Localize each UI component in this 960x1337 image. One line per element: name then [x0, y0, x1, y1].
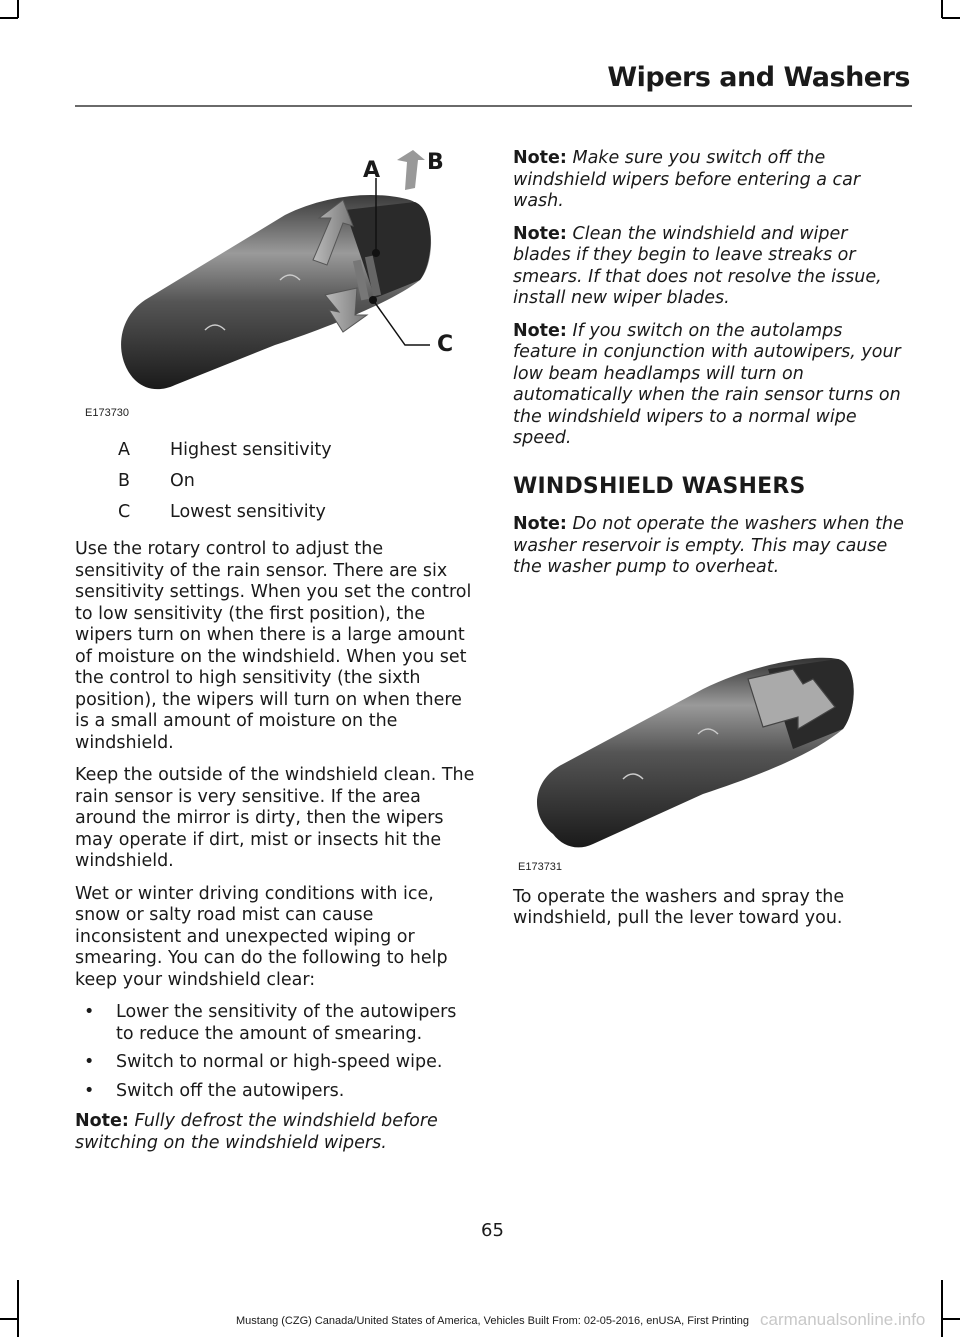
crop-mark-top-left-h [0, 17, 18, 19]
bullet-list [75, 1002, 475, 1102]
list-item [75, 1002, 475, 1045]
bullet-icon: • [84, 1002, 95, 1022]
header-divider [75, 105, 912, 107]
list-item [75, 1052, 475, 1074]
note-text: Do not operate the washers when the washer reservoir is empty. This may cause the washer pump to overheat. [513, 514, 904, 577]
note [513, 321, 909, 450]
note-label: Note: [513, 148, 567, 168]
note [513, 148, 909, 213]
list-item-text: Lower the sensitivity of the autowipers to reduce the amount of smearing. [116, 1002, 457, 1044]
legend-value: On [170, 470, 195, 491]
crop-mark-bottom-left-v [17, 1280, 19, 1337]
list-item-text: Switch off the autowipers. [116, 1080, 345, 1101]
legend-value: Highest sensitivity [170, 439, 332, 460]
note-label: Note: [513, 320, 567, 341]
left-column [75, 120, 475, 1165]
bullet-icon: • [84, 1080, 95, 1101]
body-paragraph: To operate the washers and spray the windshield, pull the lever toward you. [513, 886, 845, 928]
legend-value: Lowest sensitivity [170, 501, 326, 522]
page-footer: Mustang (CZG) Canada/United States of America, Vehicles Built From: 02-05-2016, enUSA, First Printing [236, 1315, 749, 1327]
washer-stalk-illustration [513, 609, 909, 879]
bullet-icon: • [84, 1052, 95, 1072]
wiper-stalk-illustration [75, 120, 475, 420]
note [513, 514, 909, 579]
note-label: Note: [513, 223, 567, 244]
callout-label-c: C [437, 332, 454, 357]
right-column [513, 148, 909, 941]
body-paragraph: Wet or winter driving conditions with ice, snow or salty road mist can cause inconsistent and unexpected wiping or smearing. You can do the following to help keep your windshield clear: [75, 883, 448, 990]
page-number: 65 [481, 1220, 504, 1241]
body-paragraph: Use the rotary control to adjust the sensitivity of the rain sensor. There are six sensitivity settings. When you set the control to low sensitivity (the first position), the wipers turn on when there is a large amount of moisture on the windshield. When you set the control to high sensitivity (the sixth position), the wipers will turn on when there is a small amount of moisture on the windshield. [75, 539, 472, 753]
note-label: Note: [75, 1111, 129, 1131]
crop-mark-top-right-h [942, 17, 960, 19]
list-item [75, 1081, 475, 1103]
section-heading: WINDSHIELD WASHERS [513, 473, 806, 499]
list-item-text: Switch to normal or high-speed wipe. [116, 1052, 443, 1072]
crop-mark-top-right-v [941, 0, 943, 18]
rain-sensor-figure [75, 120, 475, 420]
note-label: Note: [513, 514, 567, 534]
figure-code: E173731 [518, 860, 563, 873]
legend-row [75, 435, 475, 466]
washer-figure [513, 609, 909, 879]
note-text: Fully defrost the windshield before switching on the windshield wipers. [75, 1111, 438, 1153]
legend-key: C [118, 501, 131, 522]
crop-mark-bottom-right-v [941, 1280, 943, 1337]
legend-row [75, 466, 475, 497]
callout-label-a: A [363, 158, 381, 183]
note [513, 224, 909, 310]
note-text: Clean the windshield and wiper blades if they begin to leave streaks or smears. If that does not resolve the issue, install new wiper blades. [513, 223, 882, 308]
legend-row [75, 497, 475, 528]
note-text: Make sure you switch off the windshield wipers before entering a car wash. [513, 148, 861, 211]
note-text: If you switch on the autolamps feature in conjunction with autowipers, your low beam headlamps will turn on automatically when the rain sensor turns on the windshield wipers to a normal wipe speed. [513, 320, 901, 448]
crop-mark-top-left-v [17, 0, 19, 18]
figure-code: E173730 [85, 407, 130, 419]
body-paragraph: Keep the outside of the windshield clean. The rain sensor is very sensitive. If the area around the mirror is dirty, then the wipers may operate if dirt, mist or insects hit the windshield. [75, 765, 475, 871]
callout-label-b: B [427, 150, 444, 175]
legend-key: A [118, 439, 130, 460]
legend-key: B [118, 470, 131, 491]
note [75, 1111, 475, 1154]
callout-legend [75, 435, 475, 528]
page-title: Wipers and Washers [607, 62, 910, 93]
watermark: carmanualsonline.info [760, 1310, 926, 1329]
